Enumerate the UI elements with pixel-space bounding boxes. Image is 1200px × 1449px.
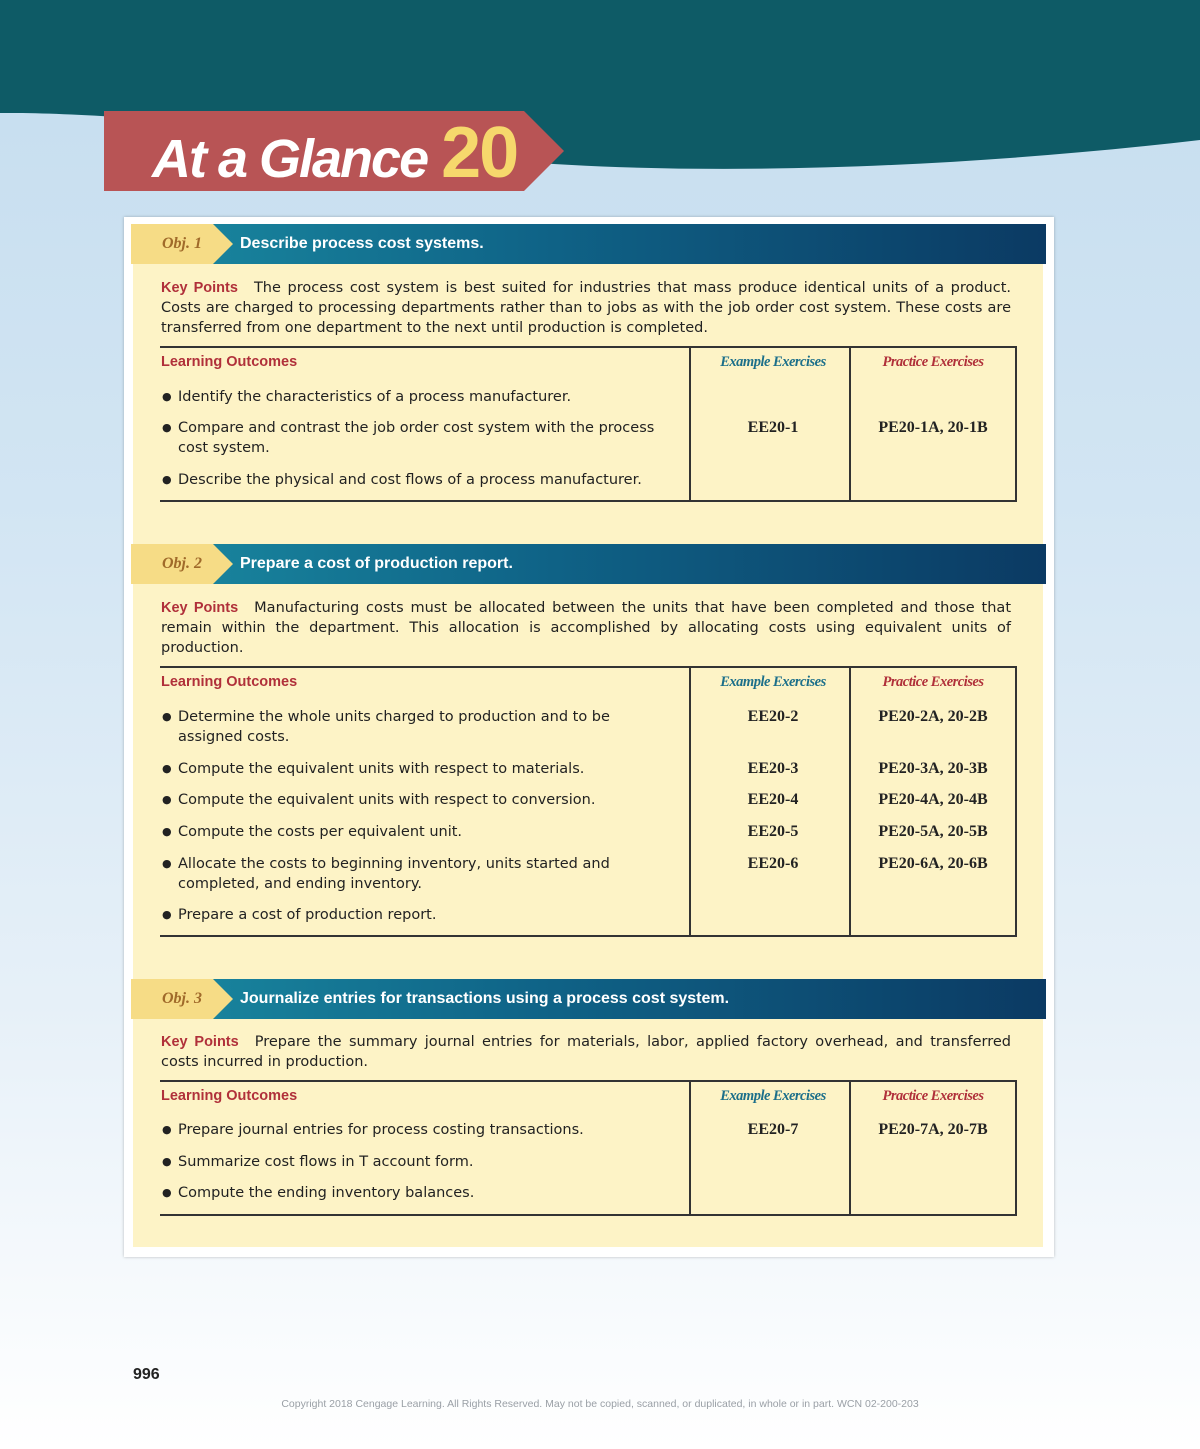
practice-exercises-header: Practice Exercises [882,354,984,370]
learning-outcome: ● Determine the whole units charged to production and to be assigned costs. [162,709,610,745]
practice-exercise-ref: PE20-3A, 20-3B [878,760,988,777]
learning-outcome: ● Compute the ending inventory balances. [162,1185,475,1201]
objective-title: Prepare a cost of production report. [240,555,513,572]
practice-exercise-ref: PE20-5A, 20-5B [878,823,988,840]
example-exercises-header: Example Exercises [720,354,826,370]
example-exercise-ref: EE20-1 [747,419,799,436]
table-top-rule [160,346,1017,348]
table-top-rule [160,1080,1017,1082]
objective-3-bar [131,979,1046,1019]
learning-outcome: ● Compare and contrast the job order cost system with the process cost system. [162,420,655,456]
table-top-rule [160,666,1017,668]
objective-title: Describe process cost systems. [240,235,484,252]
objective-tag [131,544,233,584]
learning-outcome: ● Prepare journal entries for process costing transactions. [162,1122,584,1138]
example-exercise-ref: EE20-6 [747,855,799,872]
table-bottom-rule [160,1214,1017,1216]
objective-label: Obj. 3 [162,990,202,1007]
page-number: 996 [133,1366,160,1383]
objective-title: Journalize entries for transactions using a process cost system. [240,990,730,1007]
key-points-text: The process cost system is best suited for industries that mass produce identical units of a product. Costs are charged to processing departments rather than to jobs as with the job order cost system. These costs are transferred from one department to the next until production is completed. [161,280,1011,336]
learning-outcomes-header: Learning Outcomes [161,1088,298,1104]
objective-label: Obj. 2 [162,555,202,572]
practice-exercise-ref: PE20-4A, 20-4B [878,791,988,808]
chapter-number: 20 [441,113,518,193]
example-exercise-ref: EE20-5 [747,823,799,840]
key-points-text: Prepare the summary journal entries for materials, labor, applied factory overhead, and transferred costs incurred in production. [161,1034,1012,1070]
objective-1-bar [131,224,1046,264]
example-exercises-header: Example Exercises [720,674,826,690]
learning-outcome: ● Compute the equivalent units with respect to materials. [162,761,585,777]
key-points-label: Key Points [161,600,239,616]
example-exercise-ref: EE20-3 [747,760,799,777]
table-bottom-rule [160,935,1017,937]
example-exercise-ref: EE20-2 [747,708,799,725]
learning-outcomes-table [160,1080,1017,1216]
objective-tag [131,979,233,1019]
copyright-notice: Copyright 2018 Cengage Learning. All Rights Reserved. May not be copied, scanned, or duplicated, in whole or in part. WCN 02-200-203 [281,1398,919,1410]
key-points-label: Key Points [161,280,238,296]
learning-outcomes-header: Learning Outcomes [161,674,298,690]
learning-outcome: ● Compute the costs per equivalent unit. [162,824,463,840]
learning-outcome: ● Identify the characteristics of a process manufacturer. [162,389,572,405]
learning-outcomes-table [160,666,1017,937]
practice-exercise-ref: PE20-7A, 20-7B [878,1121,988,1138]
practice-exercises-header: Practice Exercises [882,674,984,690]
practice-exercise-ref: PE20-2A, 20-2B [878,708,988,725]
practice-exercise-ref: PE20-6A, 20-6B [878,855,988,872]
objective-tag [131,224,233,264]
example-exercises-header: Example Exercises [720,1088,826,1104]
key-points [161,278,1011,338]
example-exercise-ref: EE20-4 [747,791,799,808]
learning-outcome: ● Prepare a cost of production report. [162,907,437,923]
key-points [161,1032,1011,1072]
objective-label: Obj. 1 [162,235,202,252]
objective-2-bar [131,544,1046,584]
table-bottom-rule [160,500,1017,502]
chapter-banner [152,113,518,193]
key-points-text: Manufacturing costs must be allocated between the units that have been completed and those that remain within the department. This allocation is accomplished by allocating costs using equivalent units of production. [161,600,1012,656]
key-points-label: Key Points [161,1034,239,1050]
key-points [161,598,1011,658]
learning-outcome: ● Describe the physical and cost flows of a process manufacturer. [162,472,642,488]
learning-outcomes-table [160,346,1017,502]
learning-outcome: ● Compute the equivalent units with respect to conversion. [162,792,596,808]
practice-exercise-ref: PE20-1A, 20-1B [878,419,988,436]
learning-outcome: ● Summarize cost flows in T account form. [162,1154,474,1170]
learning-outcome: ● Allocate the costs to beginning inventory, units started and completed, and ending inventory. [162,856,610,892]
learning-outcomes-header: Learning Outcomes [161,354,298,370]
practice-exercises-header: Practice Exercises [882,1088,984,1104]
banner-title: At a Glance [152,129,428,189]
example-exercise-ref: EE20-7 [747,1121,799,1138]
